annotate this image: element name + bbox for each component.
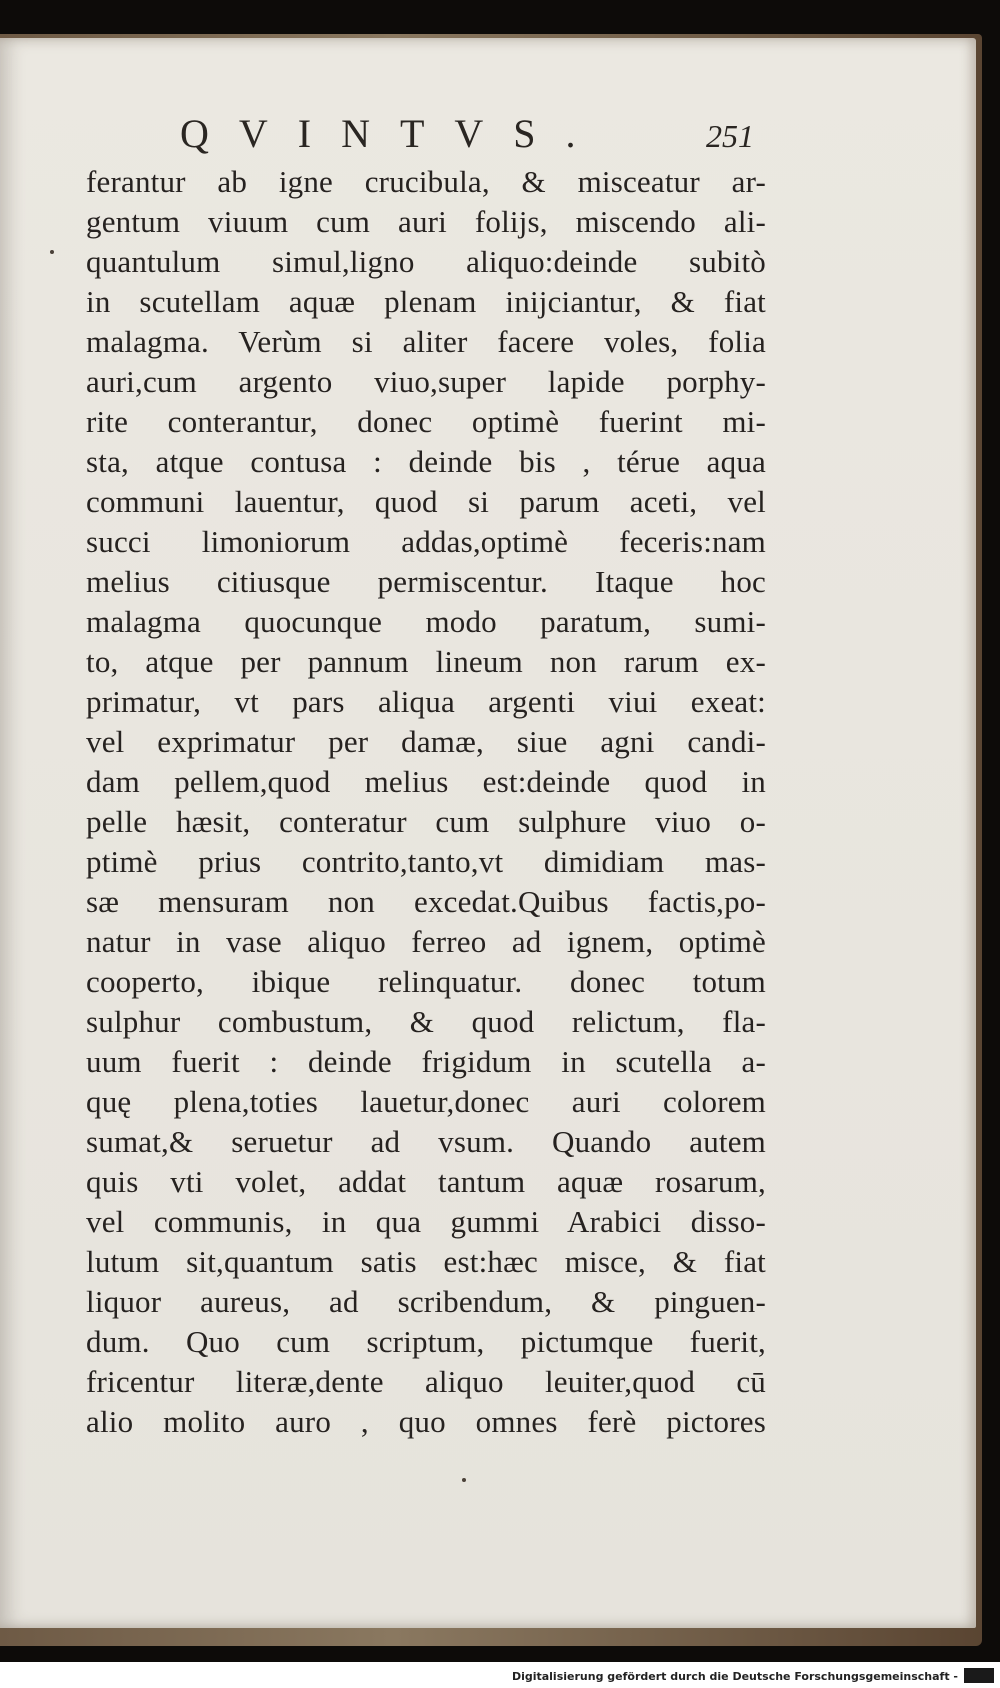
page-number: 251 (706, 118, 754, 154)
text-line: primatur, vt pars aliqua argenti viui exeat: (86, 684, 766, 719)
text-line: succi limoniorum addas,optimè feceris:nam (86, 524, 766, 559)
body-text (86, 162, 766, 1442)
text-line: alio molito auro , quo omnes ferè pictores (86, 1404, 766, 1439)
text-line: melius citiusque permiscentur. Itaque hoc (86, 564, 766, 599)
text-line: liquor aureus, ad scribendum, & pinguen- (86, 1284, 766, 1319)
running-head: QVINTVS. (180, 111, 606, 156)
text-line: cooperto, ibique relinquatur. donec totum (86, 964, 766, 999)
text-line: sta, atque contusa : deinde bis , térue aqua (86, 444, 766, 479)
ink-speck (50, 250, 54, 254)
text-line: natur in vase aliquo ferreo ad ignem, optimè (86, 924, 766, 959)
text-line: communi lauentur, quod si parum aceti, vel (86, 484, 766, 519)
digitization-credit: Digitalisierung gefördert durch die Deutsche Forschungsgemeinschaft - (511, 1670, 958, 1683)
text-line: vel communis, in qua gummi Arabici disso- (86, 1204, 766, 1239)
text-line: ferantur ab igne crucibula, & misceatur ar- (86, 164, 766, 199)
text-line: pelle hæsit, conteratur cum sulphure viuo o- (86, 804, 766, 839)
text-line: malagma. Verùm si aliter facere voles, folia (86, 324, 766, 359)
text-line: ptimè prius contrito,tanto,vt dimidiam mas- (86, 844, 766, 879)
text-line: malagma quocunque modo paratum, sumi- (86, 604, 766, 639)
text-line: vel exprimatur per damæ, siue agni candi- (86, 724, 766, 759)
ink-speck (462, 1478, 466, 1482)
text-line: lutum sit,quantum satis est:hæc misce, & fiat (86, 1244, 766, 1279)
text-line: dum. Quo cum scriptum, pictumque fuerit, (86, 1324, 766, 1359)
text-line: to, atque per pannum lineum non rarum ex- (86, 644, 766, 679)
text-line: uum fuerit : deinde frigidum in scutella a- (86, 1044, 766, 1079)
text-line: in scutellam aquæ plenam inijciantur, & fiat (86, 284, 766, 319)
text-line: auri,cum argento viuo,super lapide porphy- (86, 364, 766, 399)
text-line: sæ mensuram non excedat.Quibus factis,po- (86, 884, 766, 919)
text-line: sumat,& seruetur ad vsum. Quando autem (86, 1124, 766, 1159)
dfg-logo (964, 1668, 994, 1683)
text-line: quę plena,toties lauetur,donec auri colorem (86, 1084, 766, 1119)
text-line: quis vti volet, addat tantum aquæ rosarum, (86, 1164, 766, 1199)
text-line: sulphur combustum, & quod relictum, fla- (86, 1004, 766, 1039)
text-line: gentum viuum cum auri folijs, miscendo ali- (86, 204, 766, 239)
text-line: quantulum simul,ligno aliquo:deinde subitò (86, 244, 766, 279)
text-line: fricentur literæ,dente aliquo leuiter,quod cū (86, 1364, 766, 1399)
text-line: rite conterantur, donec optimè fuerint mi- (86, 404, 766, 439)
text-line: dam pellem,quod melius est:deinde quod in (86, 764, 766, 799)
